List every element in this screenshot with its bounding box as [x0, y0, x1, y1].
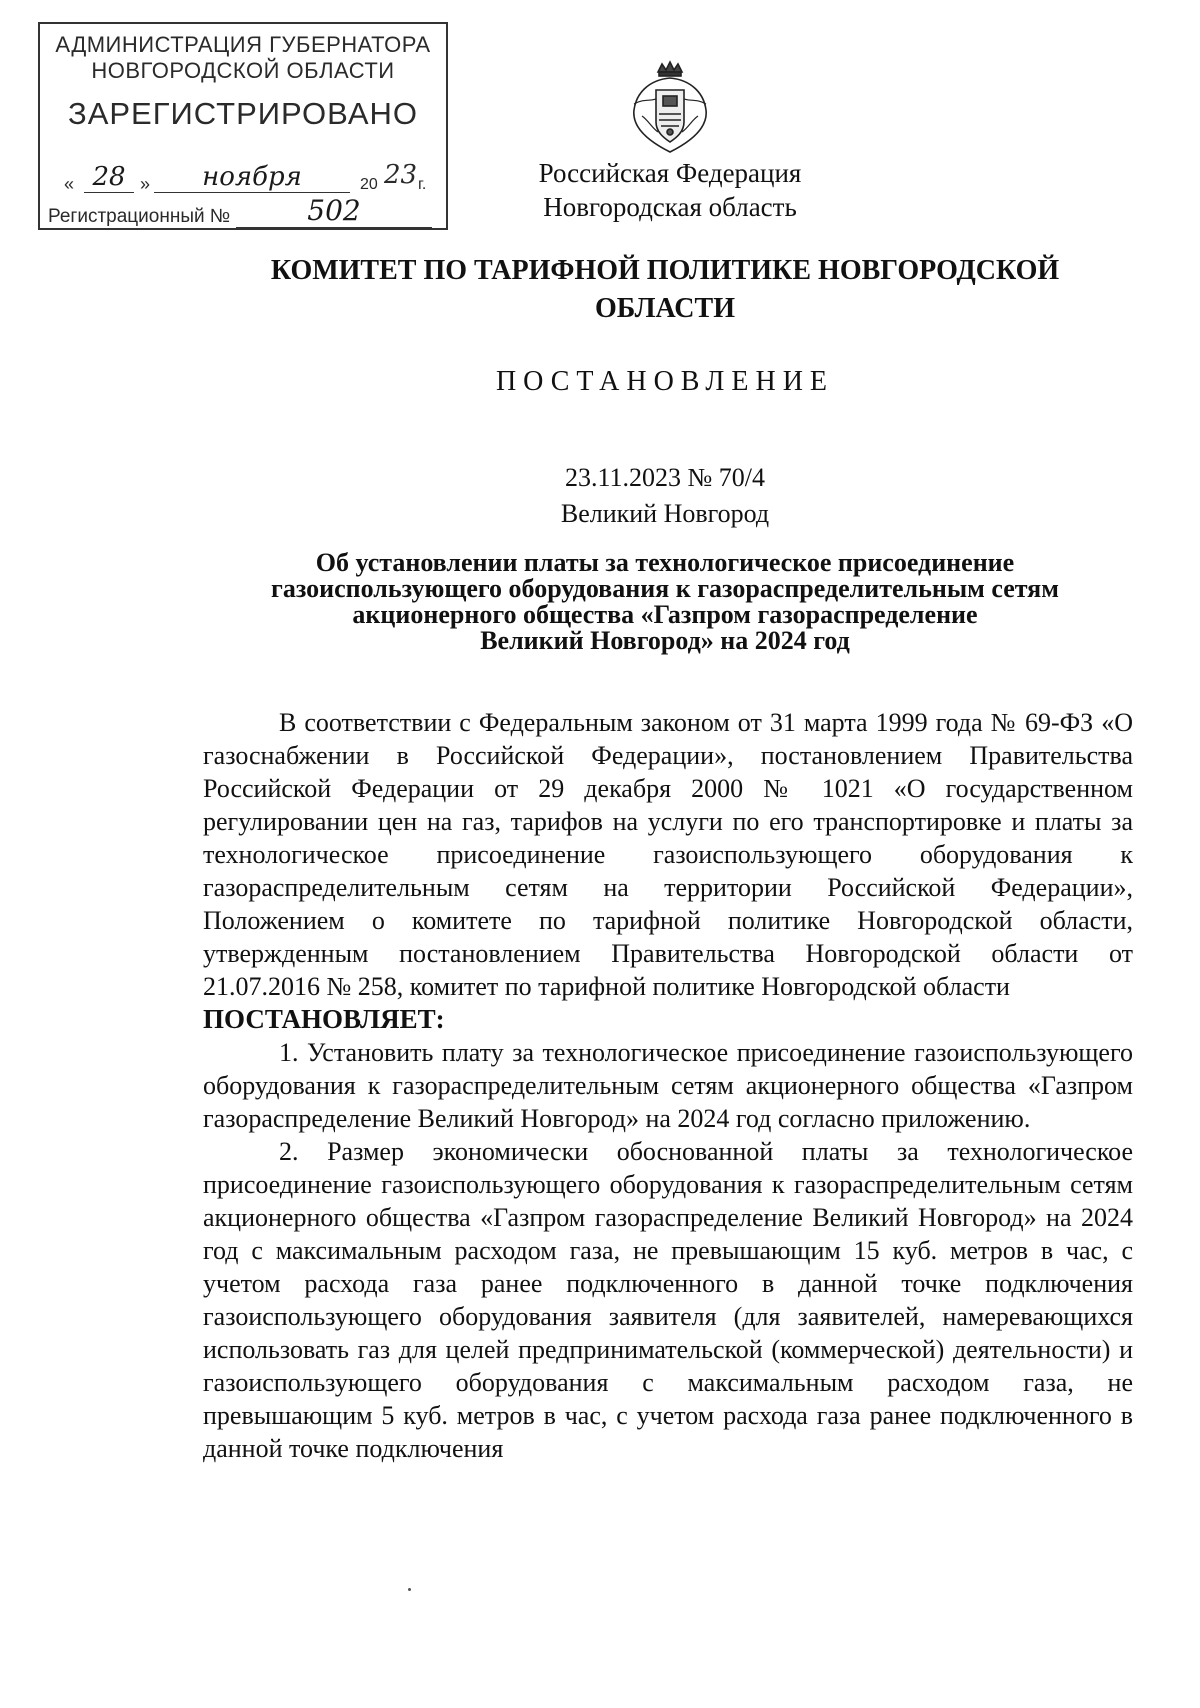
decree-keyword: ПОСТАНОВЛЯЕТ:	[203, 1004, 445, 1034]
registration-stamp	[38, 22, 448, 230]
country-region	[480, 156, 860, 224]
document-body	[203, 706, 1133, 1465]
page-mark	[408, 1588, 411, 1591]
country-name: Российская Федерация	[538, 158, 802, 188]
clause-1: 1. Установить плату за технологическое присоединение газоиспользующего оборудования к газораспределительным сетям акционерного общества «Газпром газораспределение Великий Новгород» на 2024 год согласно приложению.	[203, 1038, 1133, 1133]
stamp-line-1: АДМИНИСТРАЦИЯ ГУБЕРНАТОРА	[55, 32, 431, 57]
date-and-place	[400, 460, 930, 532]
stamp-year-prefix: 20	[360, 176, 378, 193]
subject-line-1: Об установлении платы за технологическое присоединение	[315, 548, 1015, 577]
preamble-paragraph: В соответствии с Федеральным законом от 31 марта 1999 года № 69-ФЗ «О газоснабжении в Российской Федерации», постановлением Правительства Российской Федерации от 29 декабря 2000 № 1021 «О государственном регулировании цен на газ, тарифов на услуги по его транспортировке и платы за технологическое присоединение газоиспользующего оборудования к газораспределительным сетям на территории Российской Федерации», Положением о комитете по тарифной политике Новгородской области, утвержденным постановлением Правительства Новгородской области от 21.07.2016 № 258, комитет по тарифной политике Новгородской области	[203, 708, 1133, 1001]
region-name: Новгородская область	[543, 192, 797, 222]
subject-line-3: акционерного общества «Газпром газораспределение	[352, 600, 978, 629]
document-subject	[200, 550, 1130, 654]
date-number: 23.11.2023 № 70/4	[564, 463, 766, 492]
subject-line-2: газоиспользующего оборудования к газораспределительным сетям	[271, 574, 1059, 603]
stamp-reg-row	[48, 194, 438, 228]
stamp-day: 28	[84, 162, 134, 193]
stamp-month: ноября	[154, 162, 350, 193]
city: Великий Новгород	[560, 499, 770, 528]
stamp-reg-number: 502	[236, 194, 432, 228]
stamp-line-2: НОВГОРОДСКОЙ ОБЛАСТИ	[91, 58, 395, 83]
stamp-registered: ЗАРЕГИСТРИРОВАНО	[67, 96, 418, 131]
committee-title: КОМИТЕТ ПО ТАРИФНОЙ ПОЛИТИКЕ НОВГОРОДСКОЙ ОБЛАСТИ	[270, 255, 1060, 324]
document-type: ПОСТАНОВЛЕНИЕ	[495, 366, 835, 397]
stamp-year-suffix: 23	[384, 160, 418, 190]
clause-2: 2. Размер экономически обоснованной платы за технологическое присоединение газоиспользующего оборудования к газораспределительным сетям акционерного общества «Газпром газораспределение Великий Новгород» на 2024 год с максимальным расходом газа, не превышающим 15 куб. метров в час, с учетом расхода газа ранее подключенного в данной точке подключения газоиспользующего оборудования заявителя (для заявителей, намеревающихся использовать газ для целей предпринимательской (коммерческой) деятельности) и газоиспользующего оборудования с максимальным расходом газа, не превышающим 5 куб. метров в час, с учетом расхода газа ранее подключенного в данной точке подключения	[203, 1137, 1133, 1463]
stamp-year-unit: г.	[418, 176, 427, 193]
subject-line-4: Великий Новгород» на 2024 год	[480, 626, 850, 655]
coat-of-arms-icon	[628, 58, 712, 158]
stamp-reg-label: Регистрационный №	[48, 206, 231, 227]
stamp-date-row: « 28 » ноября 20 23 г.	[64, 160, 427, 194]
